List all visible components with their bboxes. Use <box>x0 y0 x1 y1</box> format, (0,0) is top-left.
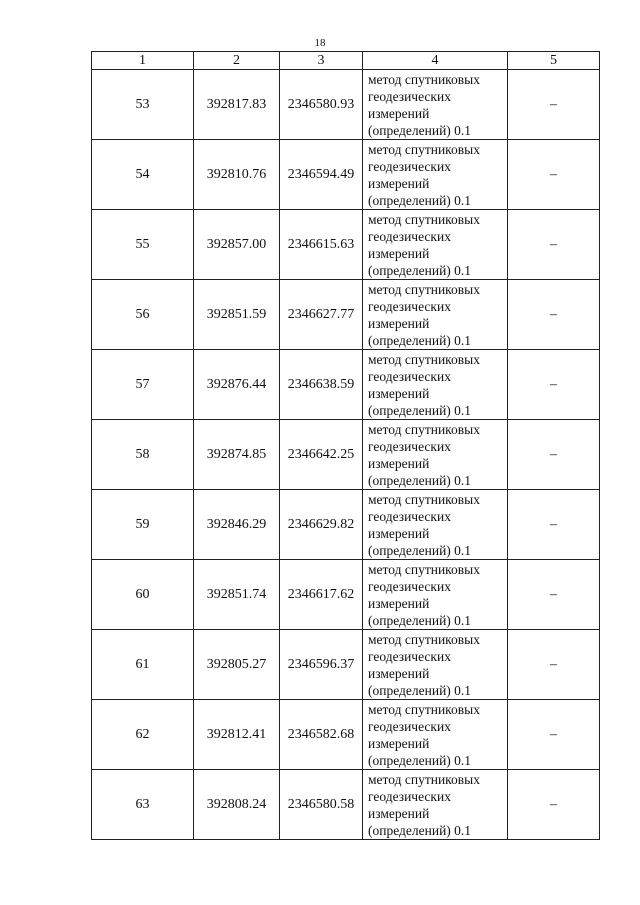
method-line: (определений) 0.1 <box>368 122 472 138</box>
method-line: геодезических <box>368 578 451 594</box>
method-line: измерений <box>368 175 430 191</box>
table-row <box>92 280 600 350</box>
description-cell: – <box>508 350 600 420</box>
table-row <box>92 420 600 490</box>
method-line: геодезических <box>368 298 451 314</box>
description-cell: – <box>508 770 600 840</box>
table-row <box>92 490 600 560</box>
method-cell <box>363 700 508 770</box>
x-coordinate-cell: 392817.83 <box>194 70 280 140</box>
description-cell: – <box>508 700 600 770</box>
point-number-cell: 56 <box>92 280 194 350</box>
y-coordinate-cell: 2346580.58 <box>280 770 363 840</box>
point-number-cell: 55 <box>92 210 194 280</box>
method-line: (определений) 0.1 <box>368 472 472 488</box>
table-row <box>92 350 600 420</box>
method-line: метод спутниковых <box>368 421 480 437</box>
method-line: измерений <box>368 665 430 681</box>
x-coordinate-cell: 392812.41 <box>194 700 280 770</box>
method-line: метод спутниковых <box>368 701 480 717</box>
x-coordinate-cell: 392876.44 <box>194 350 280 420</box>
method-line: (определений) 0.1 <box>368 542 472 558</box>
method-line: измерений <box>368 735 430 751</box>
method-line: геодезических <box>368 438 451 454</box>
table-body <box>92 70 600 840</box>
y-coordinate-cell: 2346596.37 <box>280 630 363 700</box>
description-cell: – <box>508 140 600 210</box>
method-line: (определений) 0.1 <box>368 752 472 768</box>
y-coordinate-cell: 2346594.49 <box>280 140 363 210</box>
method-line: метод спутниковых <box>368 771 480 787</box>
table-row <box>92 700 600 770</box>
method-line: измерений <box>368 455 430 471</box>
method-cell <box>363 770 508 840</box>
y-coordinate-cell: 2346627.77 <box>280 280 363 350</box>
description-cell: – <box>508 490 600 560</box>
method-line: метод спутниковых <box>368 491 480 507</box>
point-number-cell: 58 <box>92 420 194 490</box>
x-coordinate-cell: 392810.76 <box>194 140 280 210</box>
table-row <box>92 560 600 630</box>
method-line: геодезических <box>368 228 451 244</box>
method-line: измерений <box>368 595 430 611</box>
coordinates-table <box>91 51 600 840</box>
y-coordinate-cell: 2346617.62 <box>280 560 363 630</box>
table-row <box>92 630 600 700</box>
method-line: геодезических <box>368 158 451 174</box>
method-line: (определений) 0.1 <box>368 682 472 698</box>
method-line: измерений <box>368 315 430 331</box>
y-coordinate-cell: 2346642.25 <box>280 420 363 490</box>
x-coordinate-cell: 392857.00 <box>194 210 280 280</box>
x-coordinate-cell: 392808.24 <box>194 770 280 840</box>
method-cell <box>363 210 508 280</box>
description-cell: – <box>508 560 600 630</box>
method-line: измерений <box>368 805 430 821</box>
y-coordinate-cell: 2346580.93 <box>280 70 363 140</box>
method-cell <box>363 280 508 350</box>
method-cell <box>363 420 508 490</box>
method-cell <box>363 350 508 420</box>
page-number: 18 <box>314 37 326 49</box>
description-cell: – <box>508 630 600 700</box>
method-line: (определений) 0.1 <box>368 262 472 278</box>
method-cell <box>363 70 508 140</box>
point-number-cell: 62 <box>92 700 194 770</box>
method-cell <box>363 560 508 630</box>
point-number-cell: 63 <box>92 770 194 840</box>
header-col-4: 4 <box>363 52 508 70</box>
point-number-cell: 61 <box>92 630 194 700</box>
table-row <box>92 140 600 210</box>
x-coordinate-cell: 392846.29 <box>194 490 280 560</box>
method-cell <box>363 490 508 560</box>
method-line: (определений) 0.1 <box>368 192 472 208</box>
method-line: (определений) 0.1 <box>368 402 472 418</box>
method-line: метод спутниковых <box>368 141 480 157</box>
point-number-cell: 60 <box>92 560 194 630</box>
method-line: геодезических <box>368 648 451 664</box>
description-cell: – <box>508 210 600 280</box>
y-coordinate-cell: 2346629.82 <box>280 490 363 560</box>
method-line: геодезических <box>368 368 451 384</box>
method-line: метод спутниковых <box>368 561 480 577</box>
point-number-cell: 53 <box>92 70 194 140</box>
method-line: метод спутниковых <box>368 71 480 87</box>
method-cell <box>363 630 508 700</box>
method-cell <box>363 140 508 210</box>
method-line: измерений <box>368 105 430 121</box>
x-coordinate-cell: 392851.59 <box>194 280 280 350</box>
table-row <box>92 210 600 280</box>
method-line: (определений) 0.1 <box>368 822 472 838</box>
method-line: геодезических <box>368 508 451 524</box>
method-line: метод спутниковых <box>368 631 480 647</box>
method-line: метод спутниковых <box>368 211 480 227</box>
point-number-cell: 59 <box>92 490 194 560</box>
point-number-cell: 57 <box>92 350 194 420</box>
method-line: геодезических <box>368 718 451 734</box>
header-col-5: 5 <box>508 52 600 70</box>
method-line: (определений) 0.1 <box>368 612 472 628</box>
description-cell: – <box>508 420 600 490</box>
header-row <box>92 52 600 70</box>
description-cell: – <box>508 280 600 350</box>
y-coordinate-cell: 2346615.63 <box>280 210 363 280</box>
header-col-3: 3 <box>280 52 363 70</box>
method-line: метод спутниковых <box>368 351 480 367</box>
header-col-2: 2 <box>194 52 280 70</box>
method-line: измерений <box>368 525 430 541</box>
table-row <box>92 70 600 140</box>
x-coordinate-cell: 392805.27 <box>194 630 280 700</box>
method-line: измерений <box>368 245 430 261</box>
method-line: геодезических <box>368 88 451 104</box>
method-line: измерений <box>368 385 430 401</box>
method-line: (определений) 0.1 <box>368 332 472 348</box>
description-cell: – <box>508 70 600 140</box>
table-row <box>92 770 600 840</box>
y-coordinate-cell: 2346582.68 <box>280 700 363 770</box>
point-number-cell: 54 <box>92 140 194 210</box>
y-coordinate-cell: 2346638.59 <box>280 350 363 420</box>
method-line: метод спутниковых <box>368 281 480 297</box>
x-coordinate-cell: 392851.74 <box>194 560 280 630</box>
table-header <box>92 52 600 70</box>
method-line: геодезических <box>368 788 451 804</box>
x-coordinate-cell: 392874.85 <box>194 420 280 490</box>
header-col-1: 1 <box>92 52 194 70</box>
